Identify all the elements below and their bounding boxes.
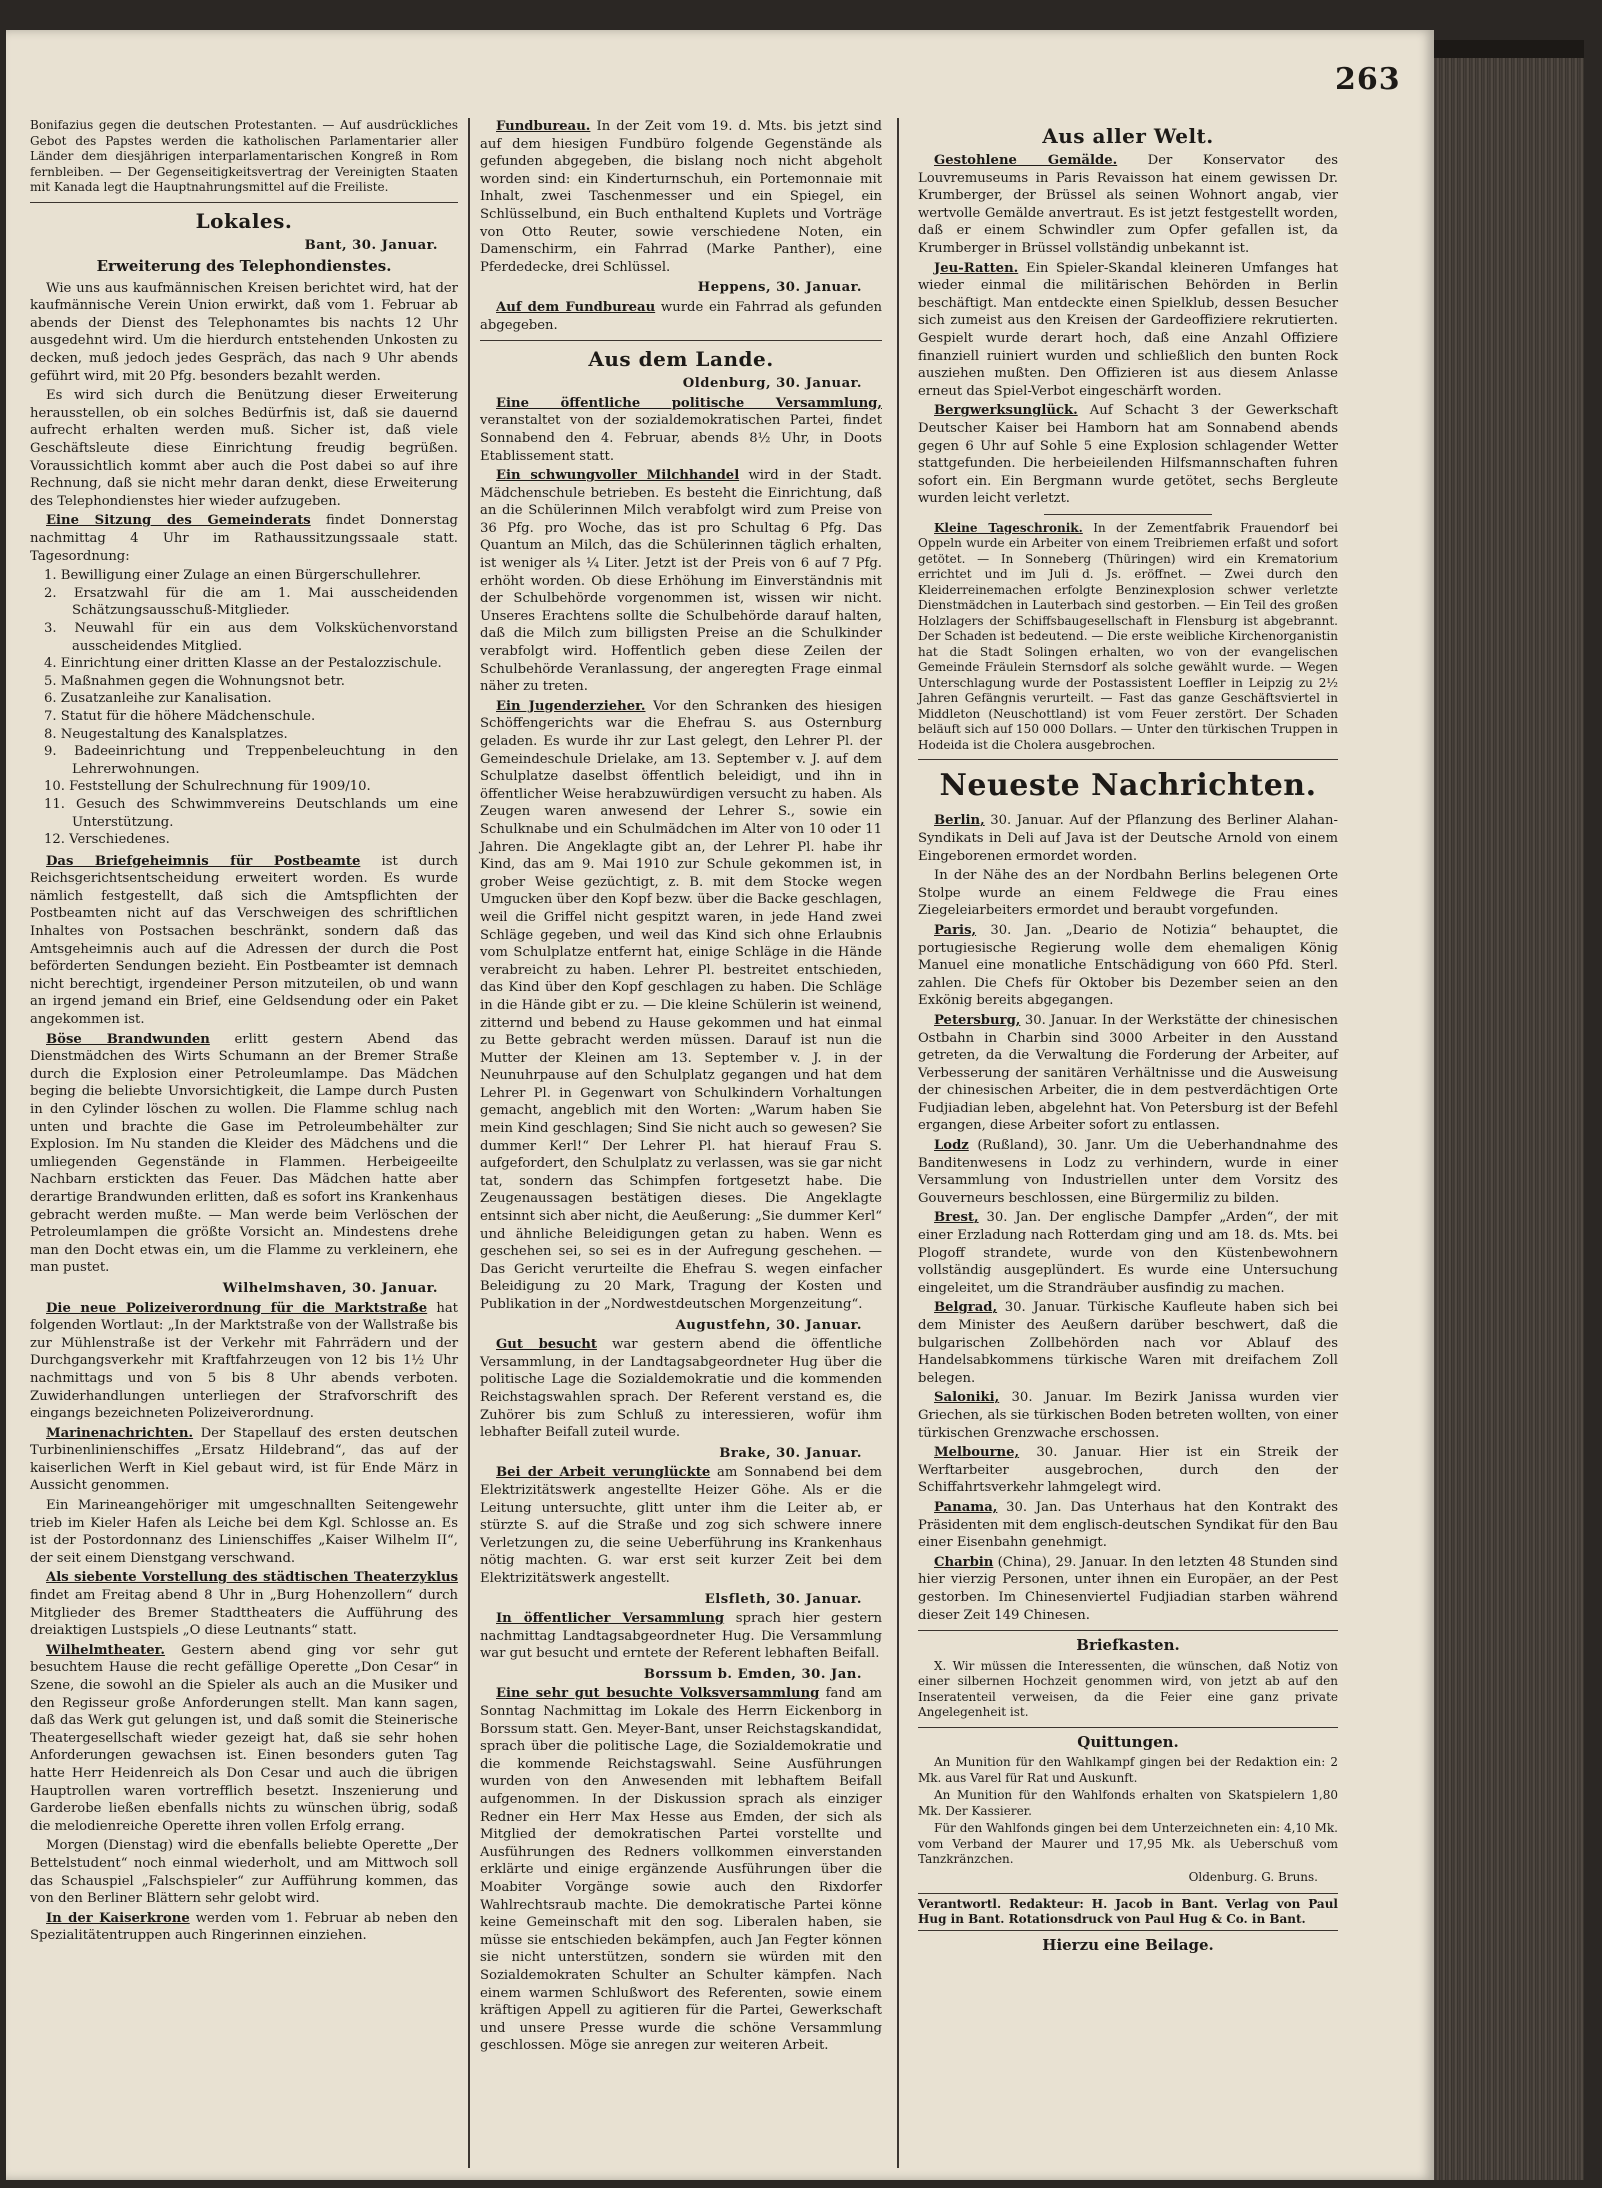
book-edge [1434, 40, 1584, 2180]
heading-briefkasten: Briefkasten. [1076, 1636, 1180, 1655]
divider [918, 1630, 1338, 1631]
column-rule-2 [897, 118, 899, 2168]
agenda-item: 5. Maßnahmen gegen die Wohnungsnot betr. [44, 673, 345, 689]
paragraph: Belgrad, 30. Januar. Türkische Kaufleute haben sich bei dem Minister des Aeußern darüber beschwert, daß die bulgarischen Zollbehörden nach vor Ablauf des Handelsabkommens türkische Waren mit dreifachem Zoll belegen. [918, 1300, 1338, 1386]
agenda-item: 1. Bewilligung einer Zulage an einen Bürgerschullehrer. [44, 568, 422, 584]
section-heading-lokales: Lokales. [195, 208, 293, 233]
dateline: Elsfleth, 30. Januar. [704, 1591, 862, 1607]
dateline: Borssum b. Emden, 30. Jan. [643, 1666, 862, 1682]
paragraph: Jeu-Ratten. Ein Spieler-Skandal kleineren Umfanges hat wieder einmal die militärischen Behörden in Berlin beschäftigt. Man entdeckte einen Spielklub, dessen Besucher sich zumeist aus den Kreisen der Gardeoffiziere rekrutierten. Gespielt wurde derart hoch, daß eine Anzahl Offiziere finanziell ruiniert wurden und schließlich den bunten Rock ausziehen mußten. Den Offizieren ist aus diesem Anlasse erneut das Spiel-Verbot eingeschärft worden. [918, 260, 1338, 399]
paragraph: An Munition für den Wahlfonds erhalten von Skatspielern 1,80 Mk. Der Kassierer. [918, 1788, 1338, 1818]
divider [30, 202, 458, 203]
paragraph: Eine öffentliche politische Versammlung, veranstaltet von der sozialdemokratischen Partei, findet Sonnabend den 4. Februar, abends 8½ Uhr, in Doots Etablissement statt. [480, 395, 882, 464]
section-heading-lande: Aus dem Lande. [588, 347, 774, 372]
paragraph: Berlin, 30. Januar. Auf der Pflanzung des Berliner Alahan-Syndikats in Deli auf Java ist der Deutsche Arnold von einem Eingeborenen ermordet worden. [918, 813, 1338, 864]
section-heading-welt: Aus aller Welt. [1042, 124, 1214, 148]
paragraph: Eine Sitzung des Gemeinderats findet Donnerstag nachmittag 4 Uhr im Rathaussitzungssaale statt. Tagesordnung: [30, 513, 459, 564]
paragraph: Bei der Arbeit verunglückte am Sonnabend bei dem Elektrizitätswerk angestellte Heizer Göhe. Als er die Leitung untersuchte, glitt unter ihm die Leiter ab, er stürzte S. auf die Straße und zog sich schwere innere Verletzungen zu, die seine Ueberführung ins Krankenhaus nötig machten. G. war erst seit kurzer Zeit bei dem Elektrizitätswerk angestellt. [480, 1465, 882, 1586]
dateline: Wilhelmshaven, 30. Januar. [222, 1280, 438, 1296]
paragraph: Lodz (Rußland), 30. Janr. Um die Ueberhandnahme des Banditenwesens in Lodz zu verhindern, wurde in einer Versammlung von Industriellen unter dem Vorsitz des Gouverneurs beschlossen, eine Bürgermiliz zu bilden. [918, 1138, 1338, 1206]
paragraph: Wilhelmtheater. Gestern abend ging vor sehr gut besuchtem Hause die recht gefällige Operette „Don Cesar“ in Szene, die sowohl an die Spieler als auch an die Musiker und den Regisseur große Anforderungen stellt. Man kann sagen, daß das Werk gut gelungen ist, und daß somit die Steinerische Theatergesellschaft wieder gezeigt hat, daß sie sehr hohen Anforderungen gewachsen ist. Einen besonders guten Tag hatte Herr Heidenreich als Don Cesar und auch die übrigen Hauptrollen waren vortrefflich besetzt. Inszenierung und Garderobe ließen ebenfalls nichts zu wünschen übrig, sodaß die melodienreiche Operette ihren vollen Erfolg errang. [30, 1642, 458, 1834]
paragraph: Saloniki, 30. Januar. Im Bezirk Janissa wurden vier Griechen, als sie türkischen Boden betreten wollten, von einer türkischen Grenzwache erschossen. [918, 1390, 1338, 1441]
agenda-list [30, 567, 458, 849]
dateline: Heppens, 30. Januar. [697, 280, 862, 296]
agenda-item: 8. Neugestaltung des Kanalsplatzes. [44, 726, 288, 742]
dateline: Oldenburg, 30. Januar. [682, 376, 862, 392]
agenda-item: 12. Verschiedenes. [44, 832, 170, 848]
paragraph: Auf dem Fundbureau wurde ein Fahrrad als gefunden abgegeben. [480, 299, 882, 333]
divider [918, 759, 1338, 760]
paragraph: Marinenachrichten. Der Stapellauf des ersten deutschen Turbinenlinienschiffes „Ersatz Hildebrand“, das auf der kaiserlichen Werft in Kiel gebaut wird, ist für Ende März in Aussicht genommen. [30, 1425, 458, 1494]
paragraph: In öffentlicher Versammlung sprach hier gestern nachmittag Landtagsabgeordneter Hug. Die Versammlung war gut besucht und erntete der Referent lebhaften Beifall. [480, 1611, 882, 1662]
paragraph: Ein schwungvoller Milchhandel wird in der Stadt. Mädchenschule betrieben. Es besteht die Einrichtung, daß an die Schülerinnen Milch verabfolgt wird zum Preise von 36 Pfg. pro Woche, das ist pro Schultag 6 Pfg. Das Quantum an Milch, das die Schülerinnen täglich erhalten, ist weniger als ¼ Liter. Jetzt ist der Preis von 6 auf 7 Pfg. erhöht worden. Ob diese Erhöhung im Einverständnis mit der Schulbehörde vorgenommen ist, wissen wir nicht. Unseres Erachtens sollte die Schulbehörde darauf halten, daß die Milch zum billigsten Preise an die Schulkinder verabfolgt wird. Hoffentlich geben diese Zeilen der Schulbehörde Veranlassung, der angeregten Frage einmal näher zu treten. [480, 468, 882, 695]
divider [918, 1727, 1338, 1728]
paragraph: Gut besucht war gestern abend die öffentliche Versammlung, in der Landtagsabgeordneter Hug über die politische Lage die Sozialdemokratie und die kommenden Reichstagswahlen sprach. Der Referent verstand es, die Zuhörer bis zum Schluß zu interessieren, wofür ihm lebhafter Beifall zuteil wurde. [480, 1337, 882, 1441]
paragraph: Ein Marineangehöriger mit umgeschnallten Seitengewehr trieb im Kieler Hafen als Leiche bei dem Kgl. Schlosse an. Es ist der Postordonnanz des Linienschiffes „Kaiser Wilhelm II“, der seit einem Dienstgang verschwand. [30, 1498, 458, 1566]
paragraph: Es wird sich durch die Benützung dieser Erweiterung herausstellen, ob ein solches Bedürfnis ist, daß sie dauernd aufrecht erhalten werden muß. Sicher ist, daß viele Geschäftsleute diese Einrichtung freudig begrüßen. Voraussichtlich kommt aber auch die Post dabei so auf ihre Rechnung, daß sie nicht mehr daran denkt, diese Erweiterung des Telephondienstes hier wieder aufzugeben. [30, 388, 458, 509]
paragraph: Petersburg, 30. Januar. In der Werkstätte der chinesischen Ostbahn in Charbin sind 3000 Arbeiter in den Ausstand getreten, da die Verwaltung die Forderung der Arbeiter, auf Verbesserung der sanitären Verhältnisse und die Ausweisung der chinesischen Arbeiter, die in dem pestverdächtigen Orte Fudjiadian leben, abgelehnt hat. Von Petersburg ist der Befehl ergangen, diese Arbeiter sofort zu entlassen. [918, 1012, 1338, 1134]
agenda-item: 4. Einrichtung einer dritten Klasse an der Pestalozzischule. [44, 656, 442, 672]
intro-paragraph: Bonifazius gegen die deutschen Protestanten. — Auf ausdrückliches Gebot des Papstes werden die katholischen Parlamentarier aller Länder dem diesjährigen interparlamentarischen Kongreß in Rom fernbleiben. — Der Gegenseitigkeitsvertrag der Vereinigten Staaten mit Kanada legt die Hauptnahrungsmittel auf die Freiliste. [30, 118, 458, 194]
paragraph: Als siebente Vorstellung des städtischen Theaterzyklus findet am Freitag abend 8 Uhr in „Burg Hohenzollern“ durch Mitglieder des Bremer Stadttheaters die Aufführung des dreiaktigen Lustspiels „O diese Leutnants“ statt. [30, 1570, 458, 1639]
paragraph: Paris, 30. Jan. „Deario de Notizia“ behauptet, die portugiesische Regierung wolle dem ehemaligen König Manuel eine monatliche Entschädigung von 660 Pfd. Sterl. zahlen. Die Chefs für Oktober bis Dezember seien an den Exkönig bereits abgegangen. [918, 922, 1338, 1009]
column-1 [30, 118, 458, 1947]
paragraph: Ein Jugenderzieher. Vor den Schranken des hiesigen Schöffengerichts war die Ehefrau S. aus Osternburg geladen. Es wurde ihr zur Last gelegt, den Lehrer Pl. der Gemeindeschule Drielake, am 13. September v. J. auf dem Schulplatze daselbst öffentlich beleidigt, und ihn in öffentlicher Weise herabzuwürdigen versucht zu haben. Als Zeugen waren anwesend der Lehrer S., sowie ein Schulknabe und ein Schulmädchen im Alter von 10 oder 11 Jahren. Die Angeklagte gibt an, der Lehrer Pl. habe ihr Kind, das am 9. Mai 1910 zur Schule gekommen ist, in grober Weise gezüchtigt, z. B. mit dem Stocke wegen Umgucken über den Kopf bezw. über die Backe geschlagen, weil die Griffel nicht gespitzt waren, in jede Hand zwei Schläge gegeben, und weil das Kind sich ohne Erlaubnis vom Schulplatze entfernt hat, einige Schläge in die Hände verabreicht zu haben. Lehrer Pl. bestreitet entschieden, das Kind über den Kopf geschlagen zu haben. Die Schläge in die Hände gibt er zu. — Die kleine Schülerin ist weinend, zitternd und bebend zu Hause gekommen und hat einmal zu Bette gebracht werden müssen. Darauf ist nun die Mutter der Kleinen am 13. September v. J. in der Neunuhrpause auf den Schulplatz gegangen und hat dem Lehrer Pl. in Gegenwart von Schulkindern Vorhaltungen gemacht, angeblich mit den Worten: „Warum haben Sie mein Kind geschlagen; Sind Sie nicht auch so gewesen? Sie dummer Kerl!“ Der Lehrer Pl. hat hierauf Frau S. aufgefordert, den Schulplatz zu verlassen, was sie gar nicht tat, sondern das Schimpfen fortgesetzt habe. Die Zeugenaussagen bestätigen dieses. Die Angeklagte entsinnt sich aber nicht, die Aeußerung: „Sie dummer Kerl“ und ähnliche Beleidigungen getan zu haben. Wenn es geschehen sei, so sei es in der Aufregung geschehen. — Das Gericht verurteilte die Ehefrau S. wegen einfacher Beleidigung zu 20 Mark, Tragung der Kosten und Publikation in der „Nordwestdeutschen Morgenzeitung“. [480, 698, 882, 1312]
signature: Oldenburg. G. Bruns. [1188, 1869, 1318, 1884]
paragraph: X. Wir müssen die Interessenten, die wünschen, daß Notiz von einer silbernen Hochzeit genommen wird, von jetzt ab auf den Inseratenteil verweisen, da die Feier eine ganz private Angelegenheit ist. [918, 1658, 1338, 1720]
agenda-item: 9. Badeeinrichtung und Treppenbeleuchtung in den Lehrerwohnungen. [44, 744, 458, 777]
agenda-item: 10. Feststellung der Schulrechnung für 1909/10. [44, 779, 371, 795]
paragraph: Wie uns aus kaufmännischen Kreisen berichtet wird, hat der kaufmännische Verein Union erwirkt, daß vom 1. Februar ab abends der Dienst des Telephonamtes bis nachts 12 Uhr ausgedehnt wird. Um die hierdurch entstehenden Unkosten zu decken, muß jedoch jedes Gespräch, das nach 9 Uhr abends geführt wird, mit 20 Pfg. besonders bezahlt werden. [30, 280, 458, 384]
agenda-item: 2. Ersatzwahl für die am 1. Mai ausscheidenden Schätzungsausschuß-Mitglieder. [44, 585, 458, 619]
paragraph: Morgen (Dienstag) wird die ebenfalls beliebte Operette „Der Bettelstudent“ noch einmal wiederholt, und am Mittwoch soll das Schauspiel „Falschspieler“ zur Aufführung kommen, das von den Berliner Blättern sehr gelobt wird. [30, 1838, 458, 1907]
paragraph: In der Nähe des an der Nordbahn Berlins belegenen Orte Stolpe wurde an einem Feldwege die Frau eines Ziegeleiarbeiters ermordet und beraubt vorgefunden. [918, 868, 1338, 919]
section-heading-neueste: Neueste Nachrichten. [939, 768, 1317, 804]
dateline: Bant, 30. Januar. [304, 237, 438, 253]
paragraph: In der Kaiserkrone werden vom 1. Februar ab neben den Spezialitätentruppen auch Ringerinnen einziehen. [30, 1910, 458, 1944]
paragraph: Für den Wahlfonds gingen bei dem Unterzeichneten ein: 4,10 Mk. vom Verband der Maurer und 17,95 Mk. als Ueberschuß vom Tanzkränzchen. [918, 1821, 1338, 1867]
supplement-notice: Hierzu eine Beilage. [1042, 1936, 1214, 1955]
book-edge-top [1434, 40, 1584, 58]
agenda-item: 11. Gesuch des Schwimmvereins Deutschlands um eine Unterstützung. [44, 796, 458, 830]
agenda-item: 7. Statut für die höhere Mädchenschule. [44, 708, 316, 724]
paragraph: Fundbureau. In der Zeit vom 19. d. Mts. bis jetzt sind auf dem hiesigen Fundbüro folgende Gegenstände als gefunden abgegeben, die bislang noch nicht abgeholt worden sind: ein Kinderturnschuh, ein Portemonnaie mit Inhalt, zwei Taschenmesser und ein Spiegel, ein Schlüsselbund, ein Buch enthaltend Kuplets und Vorträge von Otto Reuter, sowie verschiedene Noten, ein Damenschirm, ein Fahrrad (Marke Panther), eine Pferdedecke, drei Schlüssel. [480, 119, 882, 275]
column-3 [918, 118, 1338, 1955]
agenda-item: 6. Zusatzanleihe zur Kanalisation. [44, 691, 272, 707]
divider [1044, 514, 1212, 515]
paragraph: Kleine Tageschronik. In der Zementfabrik Frauendorf bei Oppeln wurde ein Arbeiter von einem Treibriemen erfaßt und sofort getötet. — In Sonneberg (Thüringen) wird ein Krematorium errichtet und im Juli d. Js. eröffnet. — Zwei durch den Kleiderreinemachen erfolgte Benzinexplosion schwer verletzte Dienstmädchen in Lauterbach sind gestorben. — Ein Teil des großen Holzlagers der Schiffsbaugesellschaft in Flensburg ist abgebrannt. Der Schaden ist bedeutend. — Die erste weibliche Kirchenorganistin hat die Stadt Solingen erhalten, wo von der evangelischen Gemeinde Fräulein Sternsdorf als solche gewählt wurde. — Wegen Unterschlagung wurde der Postassistent Loeffler in Leipzig zu 2½ Jahren Gefängnis verurteilt. — Fast das ganze Geschäftsviertel in Middleton (Neuschottland) ist vom Feuer zerstört. Der Schaden beläuft sich auf 150 000 Dollars. — Unter den türkischen Truppen in Hodeida ist die Cholera ausgebrochen. [918, 520, 1338, 752]
dateline: Brake, 30. Januar. [719, 1445, 862, 1461]
paragraph: Böse Brandwunden erlitt gestern Abend das Dienstmädchen des Wirts Schumann an der Bremer Straße durch die Explosion einer Petroleumlampe. Das Mädchen beging die beliebte Unvorsichtigkeit, die Lampe durch Pusten in den Cylinder löschen zu wollen. Die Flamme schlug nach unten und brachte die Gase im Petroleumbehälter zur Explosion. Im Nu standen die Kleider des Mädchens und die umliegenden Gegenstände in Flammen. Herbeigeeilte Nachbarn erstickten das Feuer. Das Mädchen hatte aber derartige Brandwunden erlitten, daß es sofort ins Krankenhaus gebracht werden mußte. — Man werde beim Verlöschen der Petroleumlampen die größte Vorsicht an. Mindestens drehe man den Docht etwas ein, um die Flamme zu verkleinern, ehe man pustet. [30, 1031, 458, 1276]
paragraph: Das Briefgeheimnis für Postbeamte ist durch Reichsgerichtsentscheidung erweitert worden. Es wurde nämlich festgestellt, daß sich die Amtspflichten der Postbeamten nicht auf das Verschweigen des schriftlichen Inhaltes von Postsachen beschränkt, sondern daß das Amtsgeheimnis auch auf die Adressen der durch die Post beförderten Sendungen bezieht. Ein Postbeamter ist demnach nicht berechtigt, irgendeiner Person mitzuteilen, ob und wann an irgend jemand ein Brief, eine Geldsendung oder ein Paket angekommen ist. [30, 853, 458, 1028]
column-2 [480, 118, 882, 2057]
paragraph: Bergwerksunglück. Auf Schacht 3 der Gewerkschaft Deutscher Kaiser bei Hamborn hat am Sonnabend abends gegen 6 Uhr auf Sohle 5 eine Explosion schlagender Wetter stattgefunden. Die herbeieilenden Hilfsmannschaften fuhren sofort ein. Ein Bergmann wurde getötet, sechs Bergleute wurden leicht verletzt. [918, 403, 1338, 507]
divider [480, 340, 882, 341]
paragraph: Melbourne, 30. Januar. Hier ist ein Streik der Werftarbeiter ausgebrochen, durch den der Schiffahrtsverkehr lahmgelegt wird. [918, 1445, 1338, 1496]
paragraph: Charbin (China), 29. Januar. In den letzten 48 Stunden sind hier vierzig Personen, unter ihnen ein Europäer, an der Pest gestorben. Im Chinesenviertel Fudjiadian starben während dieser Zeit 149 Chinesen. [918, 1554, 1338, 1623]
paragraph: An Munition für den Wahlkampf gingen bei der Redaktion ein: 2 Mk. aus Varel für Rat und Auskunft. [918, 1755, 1338, 1785]
paragraph: Brest, 30. Jan. Der englische Dampfer „Arden“, der mit einer Erzladung nach Rotterdam ging und am 18. ds. Mts. bei Plogoff strandete, wurde von den Küstenbewohnern vollständig ausgeplündert. Es wurde eine Untersuchung eingeleitet, um die Strandräuber ausfindig zu machen. [918, 1210, 1338, 1296]
article-heading: Erweiterung des Telephondienstes. [96, 257, 392, 276]
page-number: 263 [1335, 62, 1401, 97]
heading-quittungen: Quittungen. [1077, 1732, 1179, 1751]
paragraph: Eine sehr gut besuchte Volksversammlung fand am Sonntag Nachmittag im Lokale des Herrn Eickenborg in Borssum statt. Gen. Meyer-Bant, unser Reichstagskandidat, sprach über die politische Lage, die Sozialdemokratie und die kommende Reichstagswahl. Seine Ausführungen wurden von den Anwesenden mit lebhaftem Beifall aufgenommen. In der Diskussion sprach als einziger Redner ein Herr Max Hesse aus Emden, der sich als Mitglied der demokratischen Partei vorstellte und Ausführungen des Redners vollkommen einverstanden erklärte und einige ergänzende Ausführungen über die Moabiter Vorgänge sowie auch den Rixdorfer Wahlrechtsraub machte. Die demokratische Partei könne keine Gemeinschaft mit den sog. Liberalen haben, sie müsse sie entschieden bekämpfen, auch Jan Fegter können sie nicht unterstützen, sondern sie würden mit den Sozialdemokraten Schulter an Schulter kämpfen. Nach einem warmen Schlußwort des Referenten, sowie einem kräftigen Appell zu agitieren für die Partei, Gewerkschaft und unsere Presse wurde die schöne Versammlung geschlossen. Möge sie anregen zur weiteren Arbeit. [480, 1686, 882, 2054]
paragraph: Panama, 30. Jan. Das Unterhaus hat den Kontrakt des Präsidenten mit dem englisch-deutschen Syndikat für den Bau einer Eisenbahn genehmigt. [918, 1499, 1338, 1551]
imprint: Verantwortl. Redakteur: H. Jacob in Bant. Verlag von Paul Hug in Bant. Rotationsdruck von Paul Hug & Co. in Bant. [918, 1893, 1338, 1931]
paragraph: Die neue Polizeiverordnung für die Marktstraße hat folgenden Wortlaut: „In der Marktstraße von der Wallstraße bis zur Mühlenstraße ist der Verkehr mit Fahrrädern und der Durchgangsverkehr mit Kraftfahrzeugen von 12 bis 1½ Uhr nachmittags und von 5 bis 8 Uhr abends verboten. Zuwiderhandlungen unterliegen der Strafvorschrift des eingangs bezeichneten Polizeiverordnung. [30, 1300, 458, 1422]
agenda-item: 3. Neuwahl für ein aus dem Volksküchenvorstand ausscheidendes Mitglied. [44, 620, 458, 654]
dateline: Augustfehn, 30. Januar. [675, 1317, 862, 1333]
paragraph: Gestohlene Gemälde. Der Konservator des Louvremuseums in Paris Revaisson hat einem gewissen Dr. Krumberger, der Brüssel als seinen Wohnort angab, vier wertvolle Gemälde anvertraut. Es ist jetzt festgestellt worden, daß er einem Schwindler zum Opfer gefallen ist, da Krumberger in Brüssel vollständig unbekannt ist. [918, 153, 1338, 256]
column-rule-1 [468, 118, 470, 2168]
